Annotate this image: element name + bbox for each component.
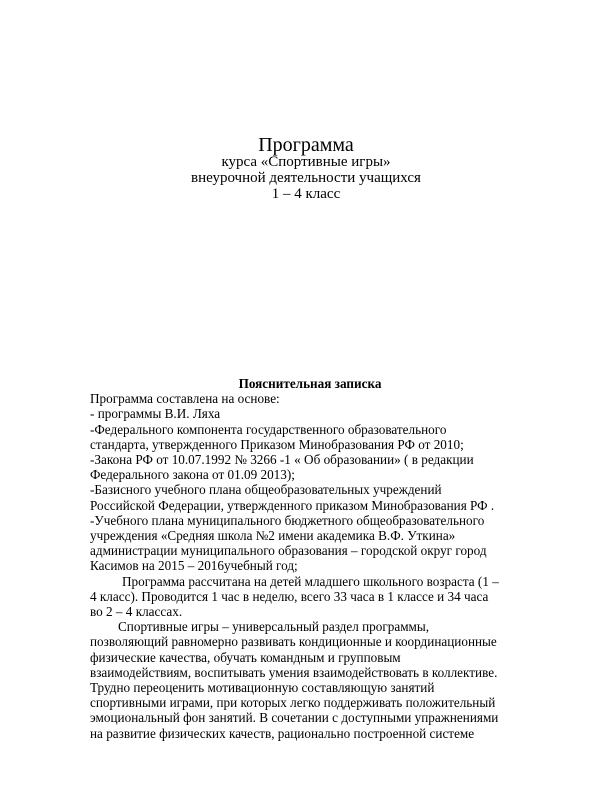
- text-line: -Федерального компонента государственного образовательного: [90, 421, 447, 437]
- text-line: взаимодействиям, воспитывать умения взаимодействовать в коллективе.: [90, 664, 498, 680]
- text-line: эмоциональный фон занятий. В сочетании с доступными упражнениями: [90, 710, 499, 726]
- text-line: Касимов на 2015 – 2016учебный год;: [90, 558, 298, 574]
- text-line: -Базисного учебного плана общеобразовательных учреждений: [90, 482, 442, 498]
- text-line: - программы В.И. Ляха: [90, 406, 221, 422]
- explanatory-note: [90, 376, 530, 741]
- text-line: Программа составлена на основе:: [90, 391, 280, 407]
- text-line: Российской Федерации, утвержденного приказом Минобразования РФ .: [90, 497, 495, 513]
- section-heading: Пояснительная записка: [238, 376, 382, 391]
- text-line: учреждения «Средняя школа №2 имени академика В.Ф. Уткина»: [90, 528, 456, 544]
- text-line: позволяющий равномерно развивать кондиционные и координационные: [90, 634, 497, 650]
- document-title: Программа: [258, 134, 354, 156]
- text-line: -Закона РФ от 10.07.1992 № 3266 -1 « Об образовании» ( в редакции: [90, 452, 474, 468]
- text-line: 4 класс). Проводится 1 час в неделю, всего 33 часа в 1 классе и 34 часа: [90, 588, 489, 604]
- text-line: Федерального закона от 01.09 2013);: [90, 467, 295, 483]
- text-line: Программа рассчитана на детей младшего школьного возраста (1 –: [122, 573, 499, 589]
- text-line: физические качества, обучать командным и групповым: [90, 649, 401, 665]
- text-line: на развитие физических качеств, рационально построенной системе: [90, 725, 475, 741]
- subtitle-line: курса «Спортивные игры»: [221, 154, 391, 170]
- document-subtitle: [0, 154, 612, 202]
- text-line: -Учебного плана муниципального бюджетного общеобразовательного: [90, 512, 485, 528]
- text-line: администрации муниципального образования – городской округ город: [90, 543, 487, 559]
- text-line: спортивными играми, при которых легко поддерживать положительный: [90, 695, 496, 711]
- text-line: Спортивные игры – универсальный раздел программы,: [118, 619, 430, 635]
- subtitle-line: внеурочной деятельности учащихся: [191, 170, 421, 186]
- text-line: Трудно переоценить мотивационную составляющую занятий: [90, 680, 435, 696]
- text-line: во 2 – 4 классах.: [90, 604, 183, 620]
- text-line: стандарта, утвержденного Приказом Минобразования РФ от 2010;: [90, 436, 464, 452]
- subtitle-line: 1 – 4 класс: [271, 186, 341, 202]
